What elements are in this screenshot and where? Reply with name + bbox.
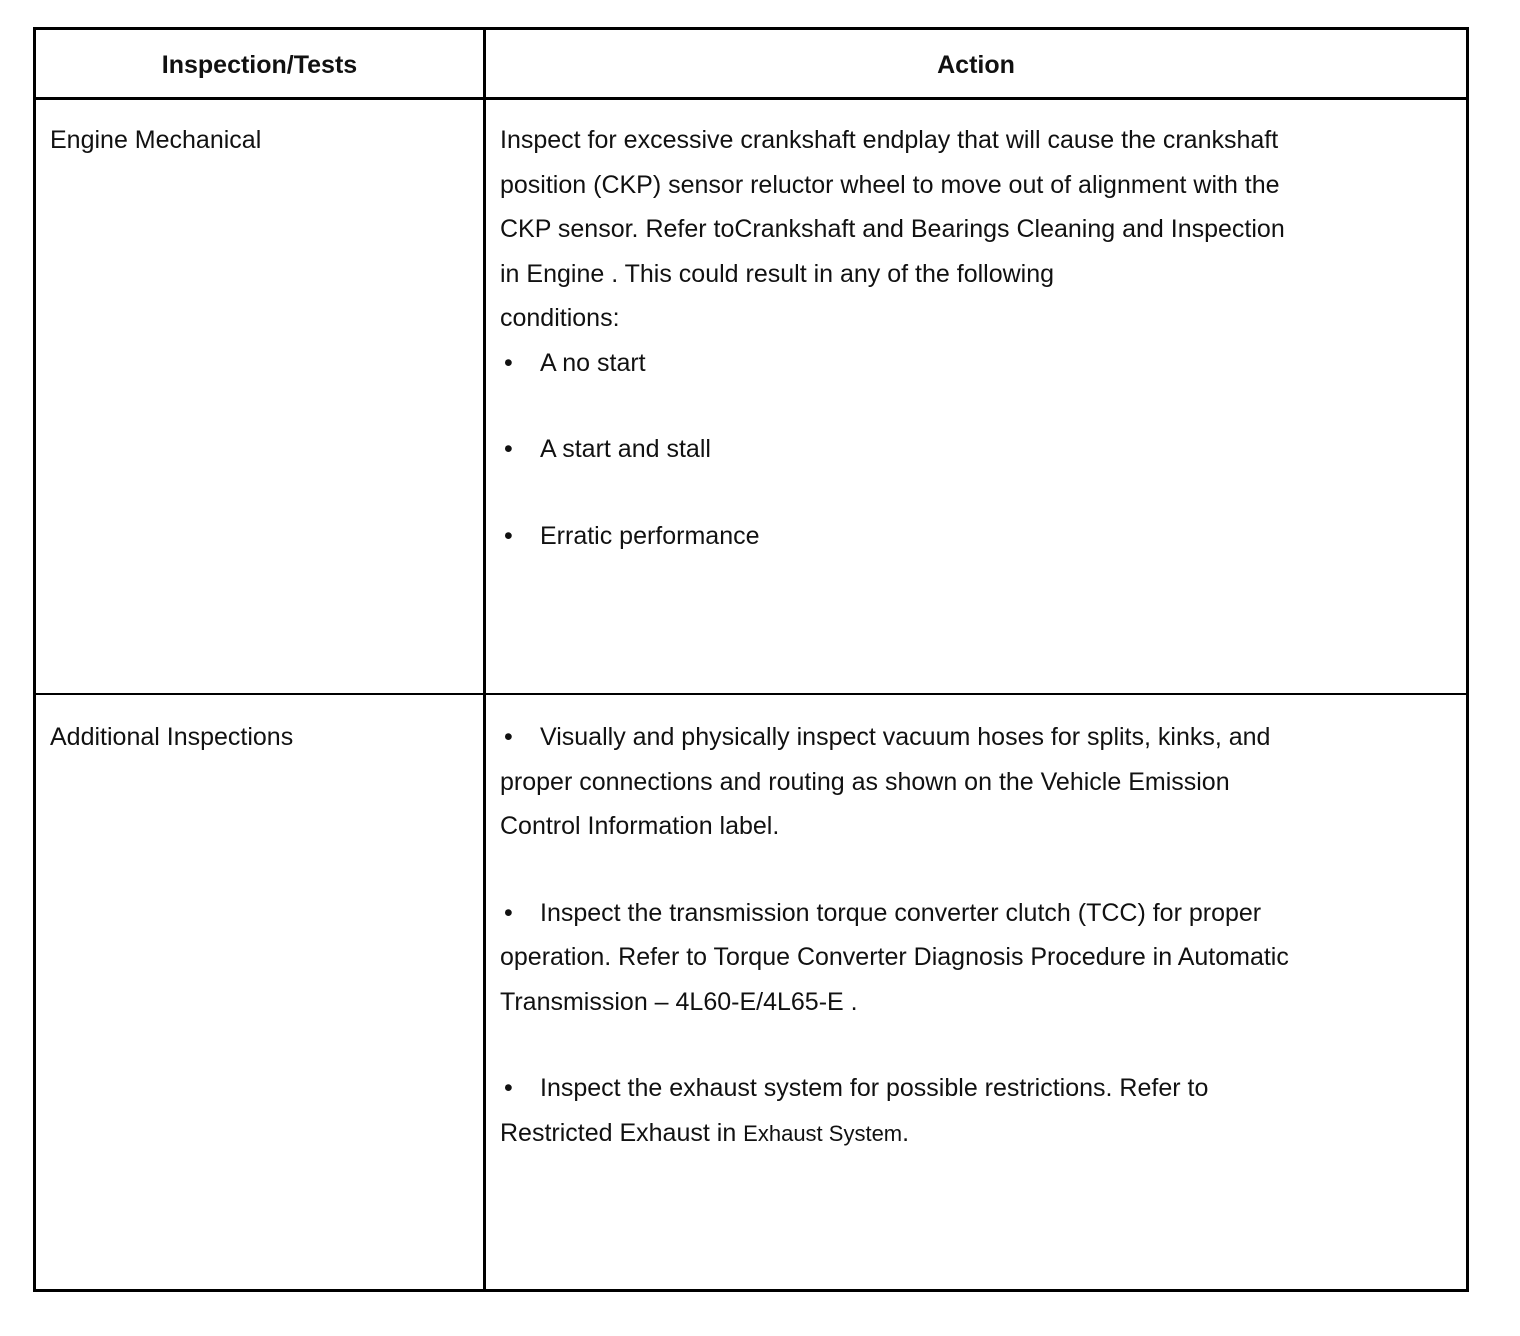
list-item-text: Erratic performance xyxy=(540,521,760,550)
list-item-end: . xyxy=(902,1118,910,1147)
list-item-text: Visually and physically inspect vacuum hoses for splits, kinks, and xyxy=(540,723,1271,751)
list-item xyxy=(500,341,1400,386)
list-item-text: Inspect the transmission torque converter clutch (TCC) for proper xyxy=(540,898,1262,927)
list-item-line xyxy=(500,891,1400,936)
list-item-text: A start and stall xyxy=(540,435,711,463)
row-engine-mechanical-action xyxy=(500,118,1400,558)
reference-exhaust-system: Exhaust System xyxy=(743,1120,903,1146)
list-item-line: proper connections and routing as shown on the Vehicle Emission xyxy=(500,767,1230,796)
action-line: CKP sensor. Refer toCrankshaft and Bearings Cleaning and Inspection xyxy=(500,215,1285,243)
list-item xyxy=(500,715,1400,849)
table-header-row xyxy=(36,30,1466,100)
list-item-text: A no start xyxy=(540,348,646,377)
action-line: conditions: xyxy=(500,304,620,332)
row-engine-mechanical-label: Engine Mechanical xyxy=(50,126,262,154)
list-item xyxy=(500,1066,1400,1156)
header-inspection-tests: Inspection/Tests xyxy=(161,51,358,79)
inspection-table xyxy=(33,27,1469,1292)
list-item xyxy=(500,514,1400,559)
action-line: Inspect for excessive crankshaft endplay that will cause the crankshaft xyxy=(500,126,1279,154)
bullet-icon: • xyxy=(504,348,513,377)
bullet-icon: • xyxy=(504,521,513,550)
list-item-line: Control Information label. xyxy=(500,812,780,840)
list-item-text: Restricted Exhaust in xyxy=(500,1118,744,1147)
bullet-icon: • xyxy=(504,723,513,751)
header-action: Action xyxy=(937,51,1015,79)
action-line: in Engine . This could result in any of the following xyxy=(500,259,1055,288)
action-line: position (CKP) sensor reluctor wheel to move out of alignment with the xyxy=(500,170,1280,199)
list-item xyxy=(500,427,1400,472)
column-divider xyxy=(483,30,486,1289)
row-additional-inspections-label: Additional Inspections xyxy=(50,723,294,751)
list-item-line xyxy=(500,1066,1400,1111)
row-divider xyxy=(36,693,1466,695)
bullet-icon: • xyxy=(504,435,513,463)
list-item-line: operation. Refer to Torque Converter Diagnosis Procedure in Automatic xyxy=(500,943,1289,971)
bullet-icon: • xyxy=(504,898,513,927)
list-item-line: Transmission – 4L60-E/4L65-E . xyxy=(500,987,858,1016)
list-item-line xyxy=(500,715,1400,760)
list-item-text: Inspect the exhaust system for possible restrictions. Refer to xyxy=(540,1074,1209,1102)
list-item-line xyxy=(500,1111,1400,1157)
bullet-icon: • xyxy=(504,1074,513,1102)
list-item xyxy=(500,891,1400,1025)
row-additional-inspections-action xyxy=(500,715,1400,1198)
